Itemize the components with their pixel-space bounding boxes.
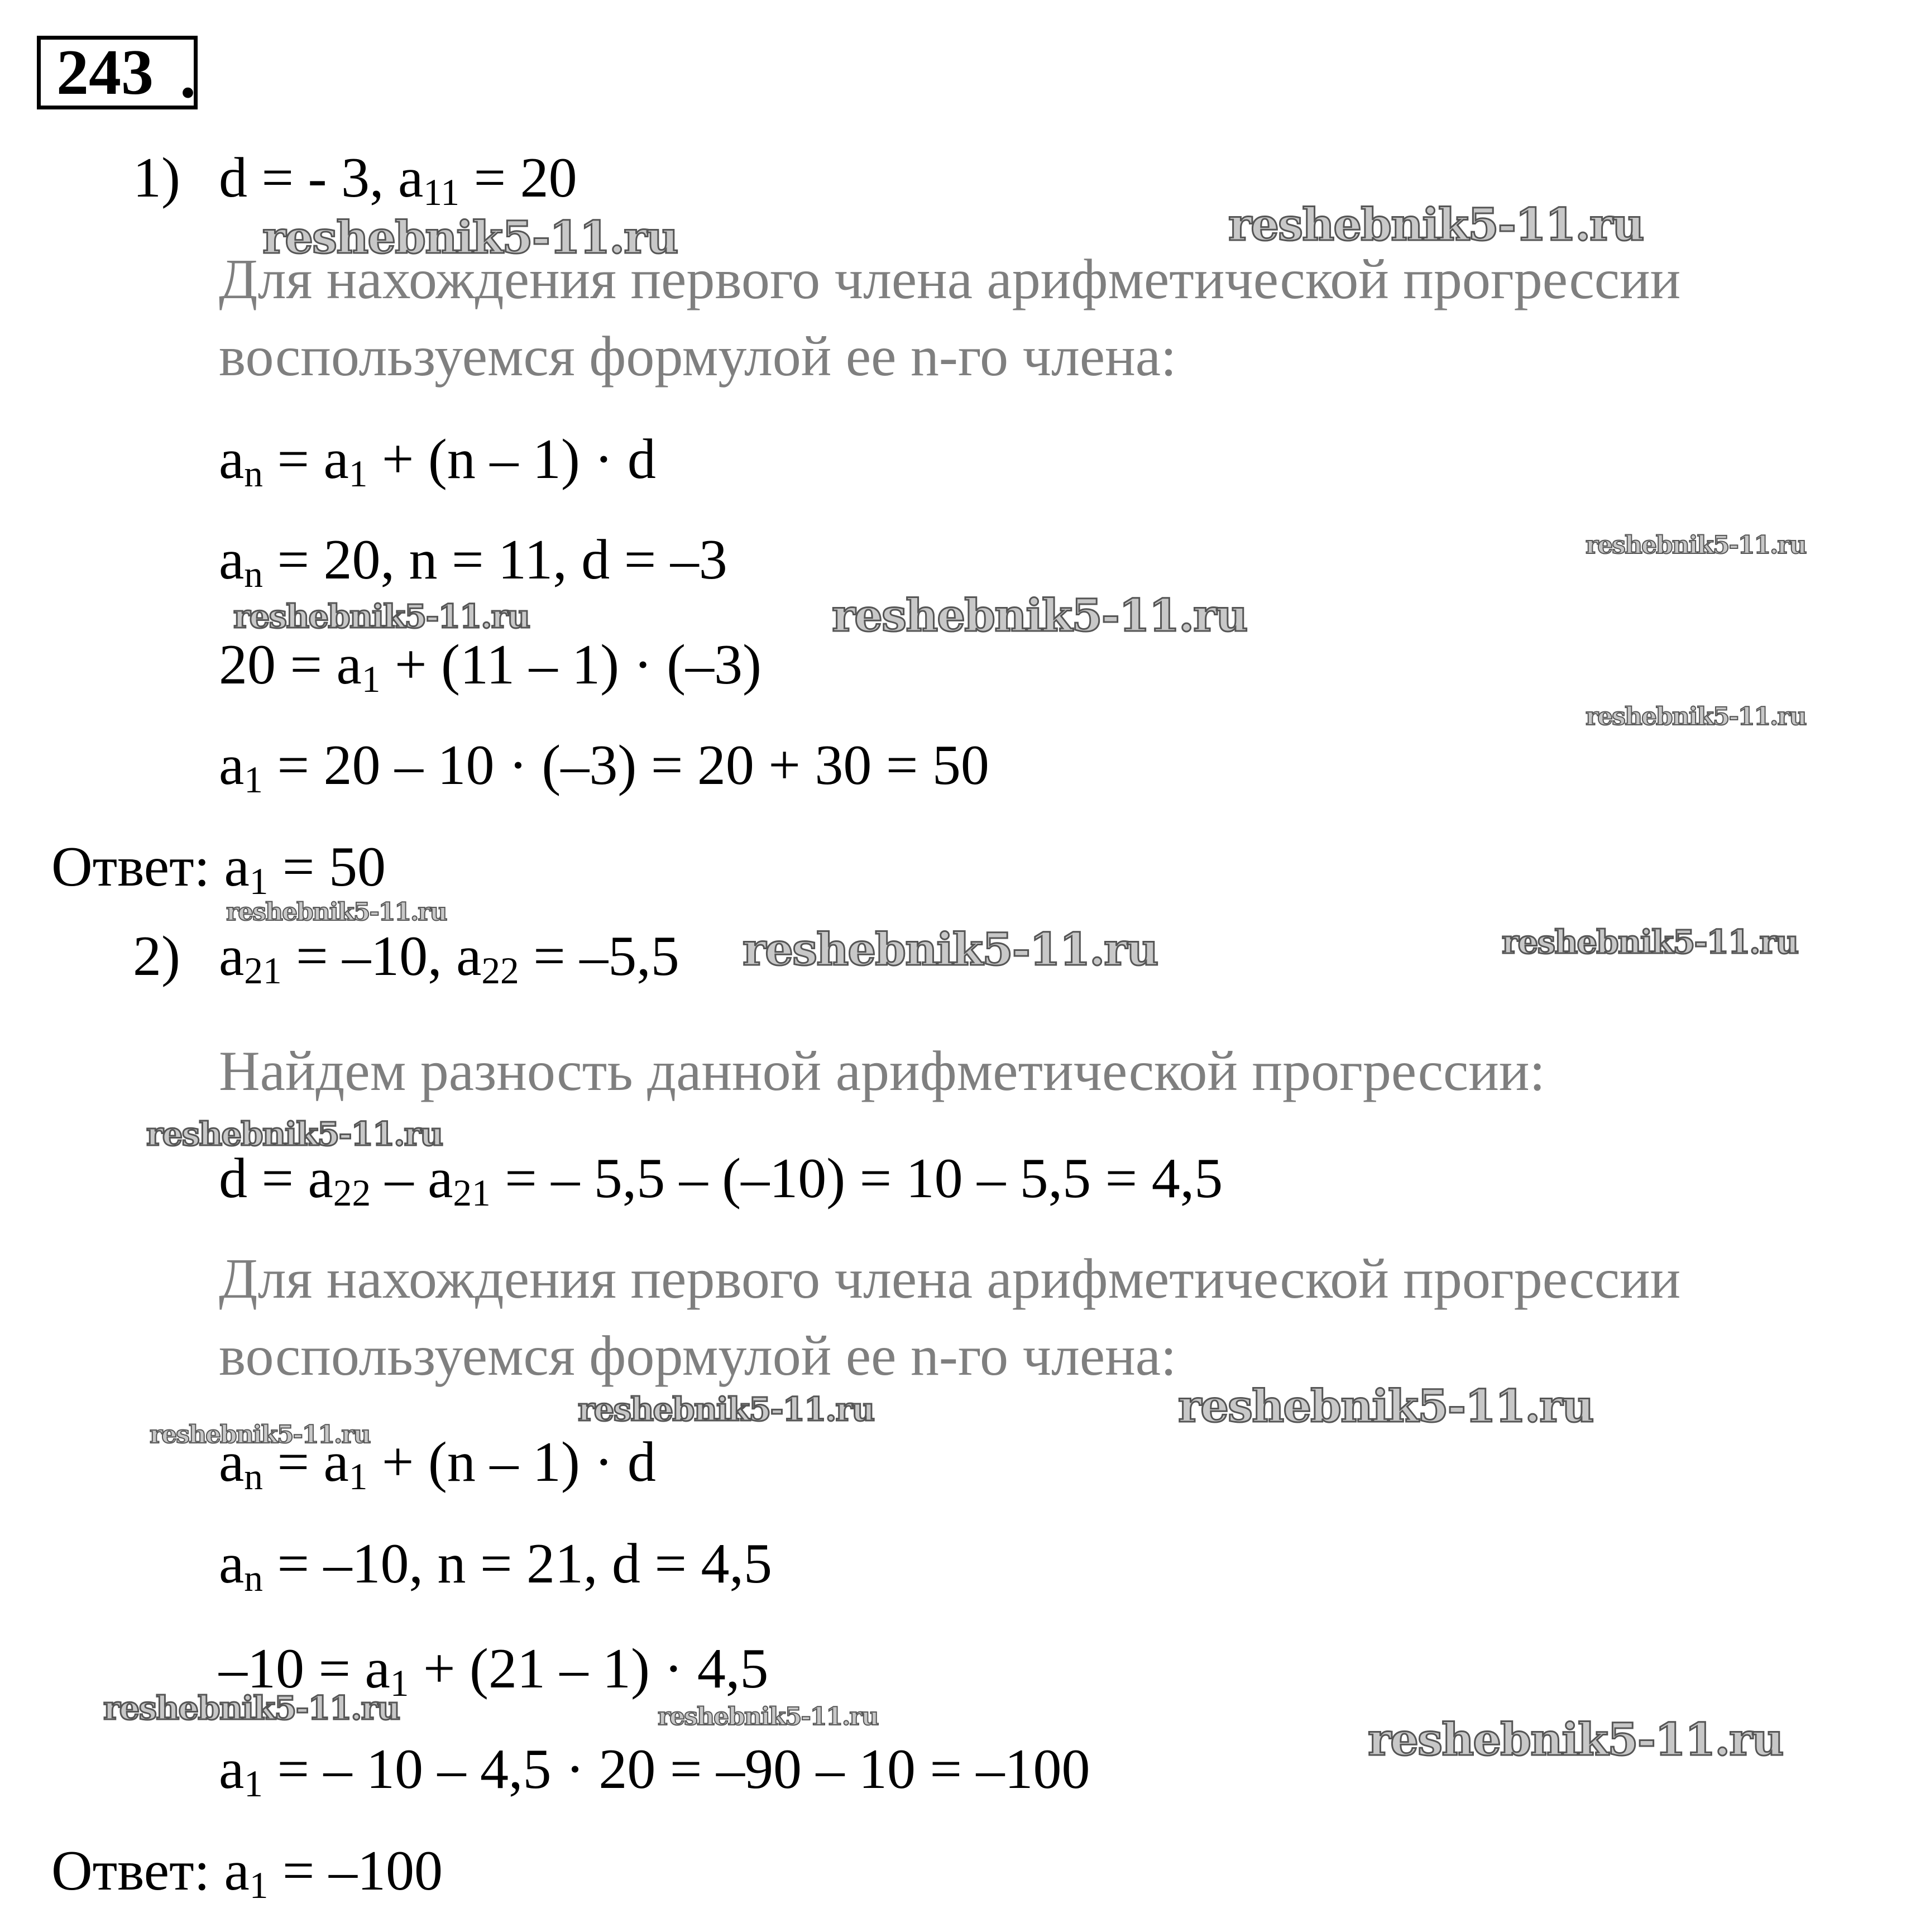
part2-formula: $a_n = a_1 + (n - 1) \cdot d$ <box>219 1431 656 1498</box>
part1-values: $a_n = 20$, n = 11, d = –3 <box>219 528 727 595</box>
watermark: reshebnik5-11.ru <box>1228 198 1644 251</box>
watermark: reshebnik5-11.ru <box>578 1390 874 1428</box>
part2-given: $a_{21} = -10$, $a_{22} = -5,5$ <box>219 925 679 992</box>
part1-text-line2: воспользуемся формулой ее n-го члена: <box>219 325 1177 388</box>
watermark: reshebnik5-11.ru <box>262 211 678 264</box>
watermark: reshebnik5-11.ru <box>150 1421 370 1449</box>
watermark: reshebnik5-11.ru <box>1586 531 1806 559</box>
part2-answer: Ответ: $a_1 = -100$ <box>51 1839 443 1906</box>
watermark: reshebnik5-11.ru <box>1502 923 1798 961</box>
watermark: reshebnik5-11.ru <box>743 923 1158 975</box>
part2-result: $a_1$ = – 10 – 4,5 · 20 = –90 – 10 = –100 <box>219 1738 1090 1805</box>
watermark: reshebnik5-11.ru <box>832 589 1247 642</box>
problem-number: 243 <box>56 37 154 108</box>
part2-values: $a_n = -10$, n = 21, d = 4,5 <box>219 1532 773 1599</box>
watermark: reshebnik5-11.ru <box>1368 1713 1783 1766</box>
watermark: reshebnik5-11.ru <box>233 597 530 635</box>
part1-formula: $a_n = a_1 + (n - 1) \cdot d$ <box>219 428 656 495</box>
part2-marker: 2) <box>133 925 180 988</box>
watermark: reshebnik5-11.ru <box>226 898 447 926</box>
part1-equation: $20 = a_1 + (11 - 1) \cdot (-3)$ <box>219 633 762 700</box>
watermark: reshebnik5-11.ru <box>1586 702 1806 731</box>
part1-answer: Ответ: $a_1 = 50$ <box>51 835 386 902</box>
watermark: reshebnik5-11.ru <box>1178 1380 1593 1432</box>
part2-text-line2: воспользуемся формулой ее n-го члена: <box>219 1324 1177 1388</box>
part1-result: $a_1 = 20 - 10 \cdot (-3) = 20 + 30 = 50$ <box>219 734 989 801</box>
part2-equation: $-10 = a_1 + (21 - 1) \cdot 4,5$ <box>219 1637 769 1704</box>
part1-text-line1: Для нахождения первого члена арифметической прогрессии <box>219 248 1681 311</box>
watermark: reshebnik5-11.ru <box>103 1689 400 1727</box>
problem-number-dot: . <box>180 40 196 112</box>
problem-number-box <box>37 36 198 109</box>
watermark: reshebnik5-11.ru <box>146 1115 443 1153</box>
part1-given: d = - 3, $a_{11} = 20$ <box>219 146 577 213</box>
part2-text-line1: Для нахождения первого члена арифметической прогрессии <box>219 1247 1681 1311</box>
part2-text-difference: Найдем разность данной арифметической прогрессии: <box>219 1040 1545 1103</box>
watermark: reshebnik5-11.ru <box>658 1703 878 1731</box>
part1-marker: 1) <box>133 146 180 209</box>
part2-difference: $d = a_{22} - a_{21}$ = – 5,5 – (–10) = 10 – 5,5 = 4,5 <box>219 1147 1223 1214</box>
